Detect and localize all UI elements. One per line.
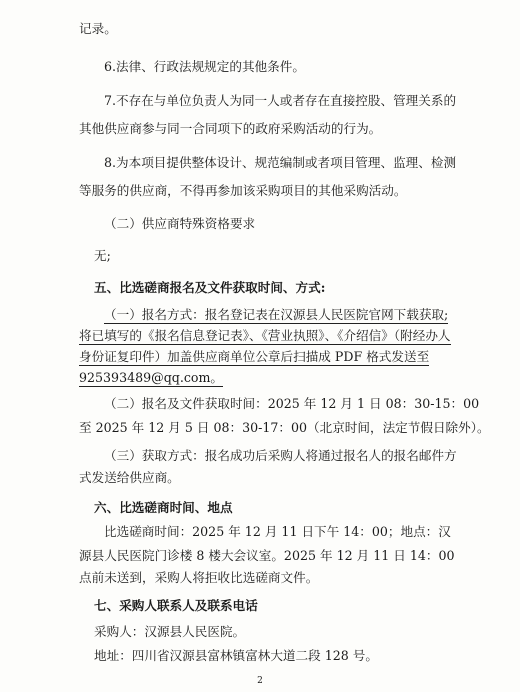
text-line: 记录。 bbox=[79, 21, 117, 36]
text-line: 点前未送到，采购人将拒收比选磋商文件。 bbox=[79, 570, 319, 585]
text-line: （二）报名及文件获取时间：2025 年 12 月 1 日 08：30-15：00 bbox=[104, 396, 480, 411]
text-line: （二）供应商特殊资格要求 bbox=[104, 216, 256, 231]
text-line: 等服务的供应商，不得再参加该采购项目的其他采购活动。 bbox=[79, 183, 407, 198]
text-line: 6.法律、行政法规规定的其他条件。 bbox=[104, 59, 305, 74]
text-line: 身份证复印件）加盖供应商单位公章后扫描成 PDF 格式发送至 bbox=[79, 349, 430, 364]
text-line: 无; bbox=[94, 248, 111, 263]
text-line: （一）报名方式：报名登记表在汉源县人民医院官网下载获取; bbox=[104, 307, 449, 322]
text-line: 比选磋商时间：2025 年 12 月 11 日下午 14：00；地点：汉 bbox=[104, 524, 451, 539]
text-line: 7.不存在与单位负责人为同一人或者存在直接控股、管理关系的 bbox=[104, 93, 457, 108]
section-heading: 五、比选磋商报名及文件获取时间、方式: bbox=[94, 280, 326, 295]
text-line: 8.为本项目提供整体设计、规范编制或者项目管理、监理、检测 bbox=[104, 155, 457, 170]
text-line: 其他供应商参与同一合同项下的政府采购活动的行为。 bbox=[79, 121, 382, 136]
text-line: 地址：四川省汉源县富林镇富林大道二段 128 号。 bbox=[94, 648, 378, 663]
page-number: 2 bbox=[257, 676, 263, 686]
text-line: 采购人：汉源县人民医院。 bbox=[94, 624, 246, 639]
section-heading: 七、采购人联系人及联系电话 bbox=[94, 598, 258, 613]
text-line: 源县人民医院门诊楼 8 楼大会议室。2025 年 12 月 11 日 14：00 bbox=[79, 548, 455, 563]
email-link: 925393489@qq.com。 bbox=[79, 370, 224, 385]
text-line: 将已填写的《报名信息登记表》、《营业执照》、《介绍信》（附经办人 bbox=[79, 328, 451, 343]
text-line: 至 2025 年 12 月 5 日 08：30-17：00（北京时间，法定节假日除外）。 bbox=[79, 420, 490, 435]
text-line: （三）获取方式：报名成功后采购人将通过报名人的报名邮件方 bbox=[104, 448, 457, 463]
section-heading: 六、比选磋商时间、地点 bbox=[94, 500, 233, 515]
text-line: 式发送给供应商。 bbox=[79, 470, 180, 485]
